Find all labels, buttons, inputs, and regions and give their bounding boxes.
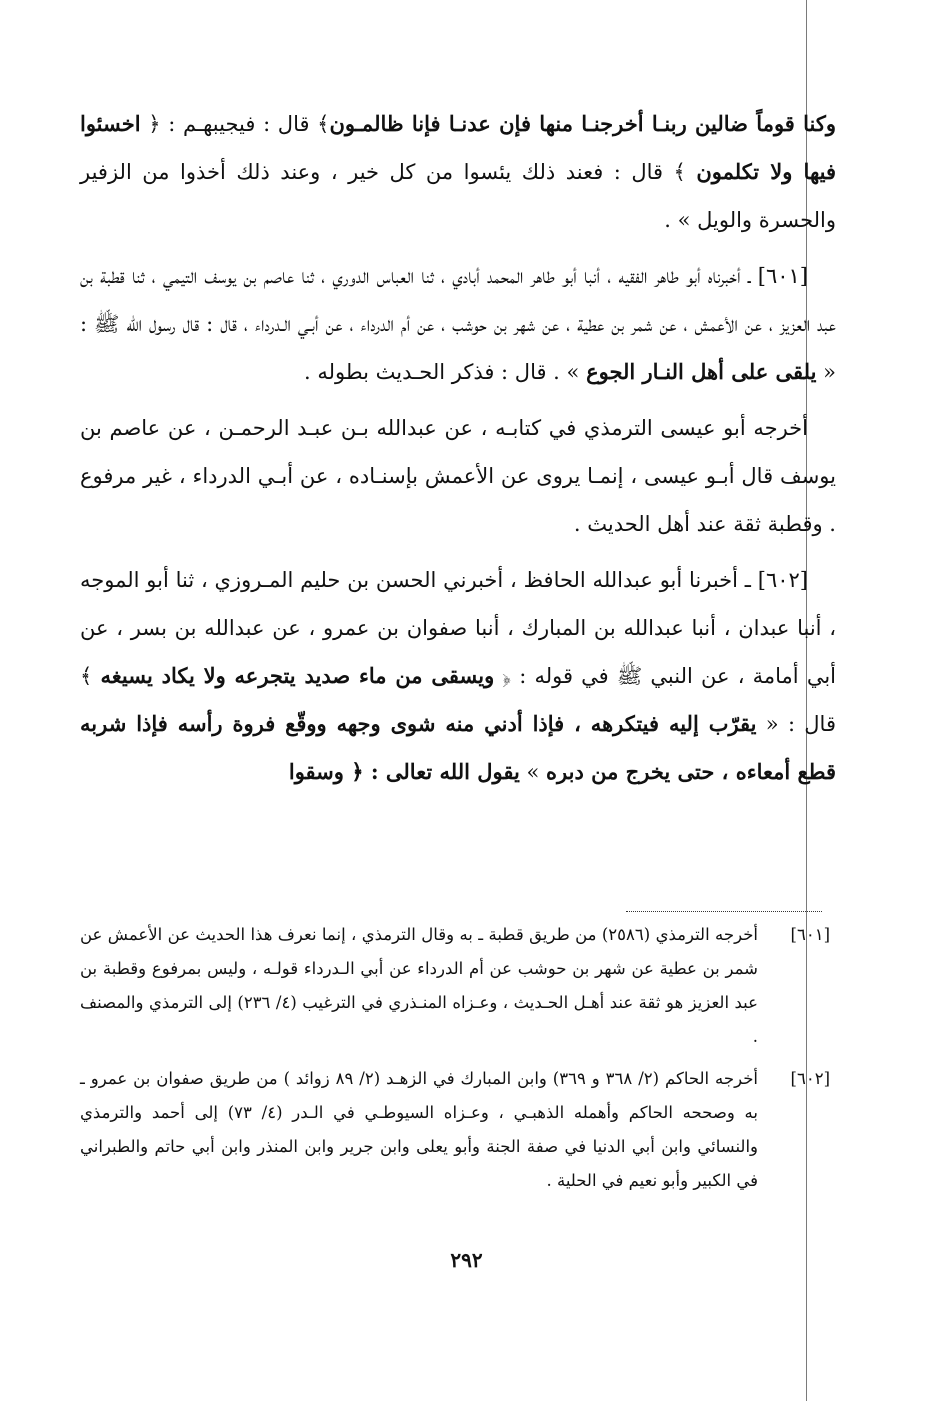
text-run: أخرجه أبو عيسى الترمذي في كتابـه ، عن عبدالله بـن عبـد الرحمـن ، عن عاصم بن يوسف قال أبـو عيسى ، إنمـا يروى عن الأعمش بإسنـاده ، عن أبـي الدرداء ، غير مرفوع . وقطبة ثقة عند أهل الحديث . bbox=[80, 416, 836, 536]
text-run: [٦٠١] ـ أخبرناه أبو طاهر الفقيه ، أنبا أبو طاهر المحمد أبادي ، ثنا العباس الدوري ، ثنا عاصم بن يوسف التيمي ، ثنا قطبة بن عبد العزيز ، عن الأعمش ، عن شمر بن عطية ، عن شهر بن حوشب ، عن أم الدرداء ، عن أبـي الـدرداء ، قال : قال رسول الله ﷺ : « bbox=[80, 264, 836, 384]
footnote-text: أخرجه الترمذي (٢٥٨٦) من طريق قطبة ـ به وقال الترمذي ، إنما نعرف هذا الحديث عن الأعمش عن شمر بن عطية عن شهر بن حوشب عن أم الدرداء عن أبي الـدرداء قولـه ، وليس بمرفوع وقطبة بن عبد العزيز هو ثقة عند أهـل الحـديث ، وعـزاه المنـذري في الترغيب (٤/ ٢٣٦) إلى الترمذي والمصنف . bbox=[80, 925, 758, 1046]
footnote-number: [٦٠١] bbox=[790, 925, 830, 944]
bold-text-run: يقرّب إليه فيتكرهه ، فإذا أدني منه شوى وجهه ووقّع فروة رأسه فإذا شربه قطع أمعاءه ، حتى يخرج من دبره bbox=[80, 711, 836, 784]
bold-text-run: يقول الله تعالى : ﴿ وسقوا bbox=[288, 759, 520, 784]
bold-text-run: اخسئوا فيها ولا تكلمون bbox=[80, 111, 836, 184]
paragraph-hadith-601 bbox=[80, 252, 836, 396]
paragraph-tirmidhi-comment bbox=[80, 404, 836, 548]
footnote-602 bbox=[80, 1062, 830, 1198]
text-run: » . قال : فذكر الحـديث بطوله . bbox=[304, 360, 587, 384]
footnotes bbox=[80, 918, 830, 1198]
footnote-separator bbox=[626, 911, 822, 912]
footnote-text: أخرجه الحاكم (٢/ ٣٦٨ و ٣٦٩) وابن المبارك في الزهـد (٢/ ٨٩ زوائد ) من طريق صفوان بن عمرو ـ به وصححه الحاكم وأهمله الذهبـي ، وعـزاه السيوطـي في الـدر (٤/ ٧٣) إلى أحمد والترمذي والنسائي وابن أبي الدنيا في صفة الجنة وأبو يعلى وابن جرير وابن المنذر وابن أبي حاتم والطبراني في الكبير وأبو نعيم في الحلية . bbox=[80, 1069, 758, 1190]
bold-text-run: يلقى على أهل النـار الجوع bbox=[586, 359, 817, 384]
text-run: ﴾ قال : « bbox=[80, 664, 836, 736]
text-run: ﴾ قال : فعند ذلك يئسوا من كل خير ، وعند ذلك أخذوا من الزفير والحسرة والويل » . bbox=[80, 160, 836, 232]
text-run: » bbox=[519, 760, 547, 784]
page-number: ٢٩٢ bbox=[450, 1248, 483, 1272]
text-run: [٦٠٢] ـ أخبرنا أبو عبدالله الحافظ ، أخبرني الحسن بن حليم المـروزي ، ثنا أبو الموجه ، أنبا عبدان ، أنبا عبدالله بن المبارك ، أنبا صفوان بن عمرو ، عن عبدالله بن بسر ، عن أبي أمامة ، عن النبي ﷺ في قوله : ﴿ bbox=[80, 568, 837, 688]
paragraph-hadith-602 bbox=[80, 556, 836, 796]
paragraph-quran-quote bbox=[80, 100, 836, 244]
bold-text-run: ويسقى من ماء صديد يتجرعه ولا يكاد يسيغه bbox=[100, 663, 495, 688]
footnote-601 bbox=[80, 918, 830, 1054]
text-run: ﴾ قال : فيجيبهـم : ﴿ bbox=[140, 112, 330, 136]
bold-text-run: وكنا قوماً ضالين ربنـا أخرجنـا منها فإن عدنـا فإنا ظالمـون bbox=[329, 111, 837, 136]
footnote-number: [٦٠٢] bbox=[790, 1069, 830, 1088]
main-text bbox=[80, 100, 836, 796]
